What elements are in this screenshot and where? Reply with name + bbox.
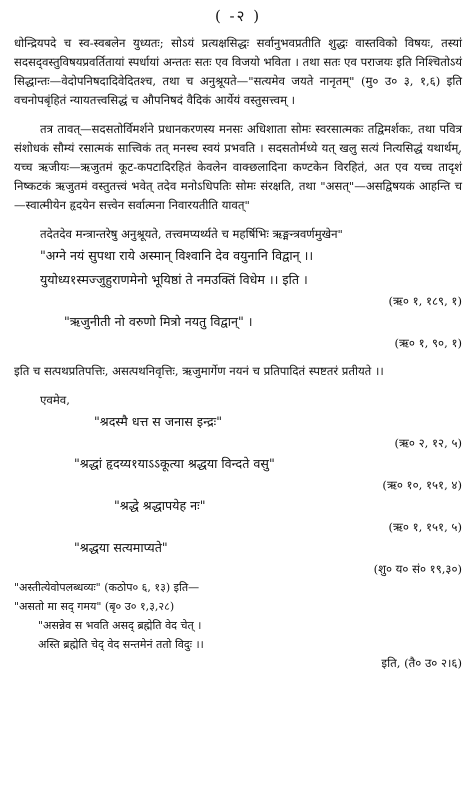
verse-6: "श्रद्धया सत्यमाप्यते" [74, 540, 168, 555]
verse-4-reference: (ऋ० १०, १५१, ४) [382, 478, 462, 492]
verse-3: "श्रदस्मै धत्त स जनास इन्द्रः" [94, 414, 223, 429]
quote-line-2: "असतो मा सद् गमय" (बृ० उ० १,३,२८) [14, 600, 175, 613]
quote-line-4: अस्ति ब्रह्मेति चेद् वेद सन्तमेनं ततो विदुः ।। [38, 638, 204, 651]
paragraph-1: धोन्द्रियपदे च स्व-स्वबलेन युध्यतः; सोऽयं प्रत्यक्षसिद्धः सर्वानुभवप्रतीति शुद्धः वास्तविको विषयः, तस्यां सदसद्‌वस्तुविषयप्रवर्तितायां स्पर्धायां अन्ततः सतः एव विजयो भविता । तथा सतः एव पराजयः इति निश्चितोऽयं सिद्धान्तः—वेदोपनिषदादिवेदितश्च, तथा च अनुश्रूयते—"सत्यमेव जयते नानृतम्" (मु० उ० ३, १,६) इति वचनोपबृंहितं न्यायतत्त्वसिद्धं च औपनिषदं वैदिकं आर्येयं वस्तुसत्त्वम् । [14, 36, 462, 107]
verse-5: "श्रद्धे श्रद्धापयेह नः" [114, 498, 206, 513]
verse-1-reference: (ऋ० १, १८९, १) [388, 294, 462, 308]
quote-reference: इति, (तै० उ० २।६) [381, 656, 462, 670]
verse-4: "श्रद्धां हृदय्य१याऽऽकूत्या श्रद्धया विन्दते वसु" [74, 456, 275, 471]
verse-6-reference: (शु० य० सं० १९,३०) [373, 562, 462, 576]
paragraph-2: तत्र तावत्—सदसतोर्विमर्शने प्रधानकरणस्य मनसः अधिशाता सोमः स्वरसात्मकः तद्विमर्शकः, तथा पवित्र संशोधकं सौम्यं रसात्मकं सात्त्विकं तत् मनस्च स्वयं प्रभवति । सदसतोर्मध्ये यत् खलु सत्यं नित्यसिद्धं यथार्थम्, यच्च ऋजीयः—ऋजुतमं कूट-कपटादिरहितं केवलेन वाक्छलादिना कण्टकेन विरहितं, अत एव यच्च तादृशं निष्कटकं ऋजुतमं वस्तुतत्त्वं भवेत् तदेव मनोऽधिपतिः सोमः संरक्षति, तथा "असत्"—असद्विषयकं आहन्ति च—स्वात्मीयेन हृदयेन सत्त्वेन सर्वात्मना निवारयतीति यावत्" [14, 122, 462, 212]
paragraph-4: इति च सत्पथप्रतिपत्तिः, असत्पथनिवृत्तिः, ऋजुमार्गेण नयनं च प्रतिपादितं स्पष्टतरं प्रतीयते ।। [14, 364, 384, 378]
quote-line-3: "असन्नेव स भवति असद् ब्रह्मेति वेद चेत् । [38, 619, 202, 632]
verse-1-line-1: "अग्ने नयं सुपथा राये अस्मान् विश्वानि देव वयुनानि विद्वान् ।। [40, 248, 314, 263]
verse-2-reference: (ऋ० १, ९०, १) [394, 336, 462, 350]
verse-3-reference: (ऋ० २, १२, ५) [394, 436, 462, 450]
page-number: ( -२ ) [214, 7, 262, 25]
evameva-line: एवमेव, [40, 393, 70, 407]
paragraph-3: तदेतदेव मन्त्रान्तरेषु अनुश्रूयते, तत्त्वमप्यर्थ्यते च महर्षिभिः ऋङ्मन्त्रवर्णमुखेन" [40, 227, 343, 241]
verse-1-line-2: युयोध्य१स्मज्जुहुराणमेनो भूयिष्ठां ते नमउक्तिं विधेम ।। इति । [40, 272, 308, 287]
verse-5-reference: (ऋ० १, १५१, ५) [388, 520, 462, 534]
quote-line-1: "अस्तीत्येवोपलब्धव्यः" (कठोप० ६, १३) इति— [14, 581, 200, 594]
verse-2: "ऋजुनीती नो वरुणो मित्रो नयतु विद्वान्" । [64, 314, 253, 329]
